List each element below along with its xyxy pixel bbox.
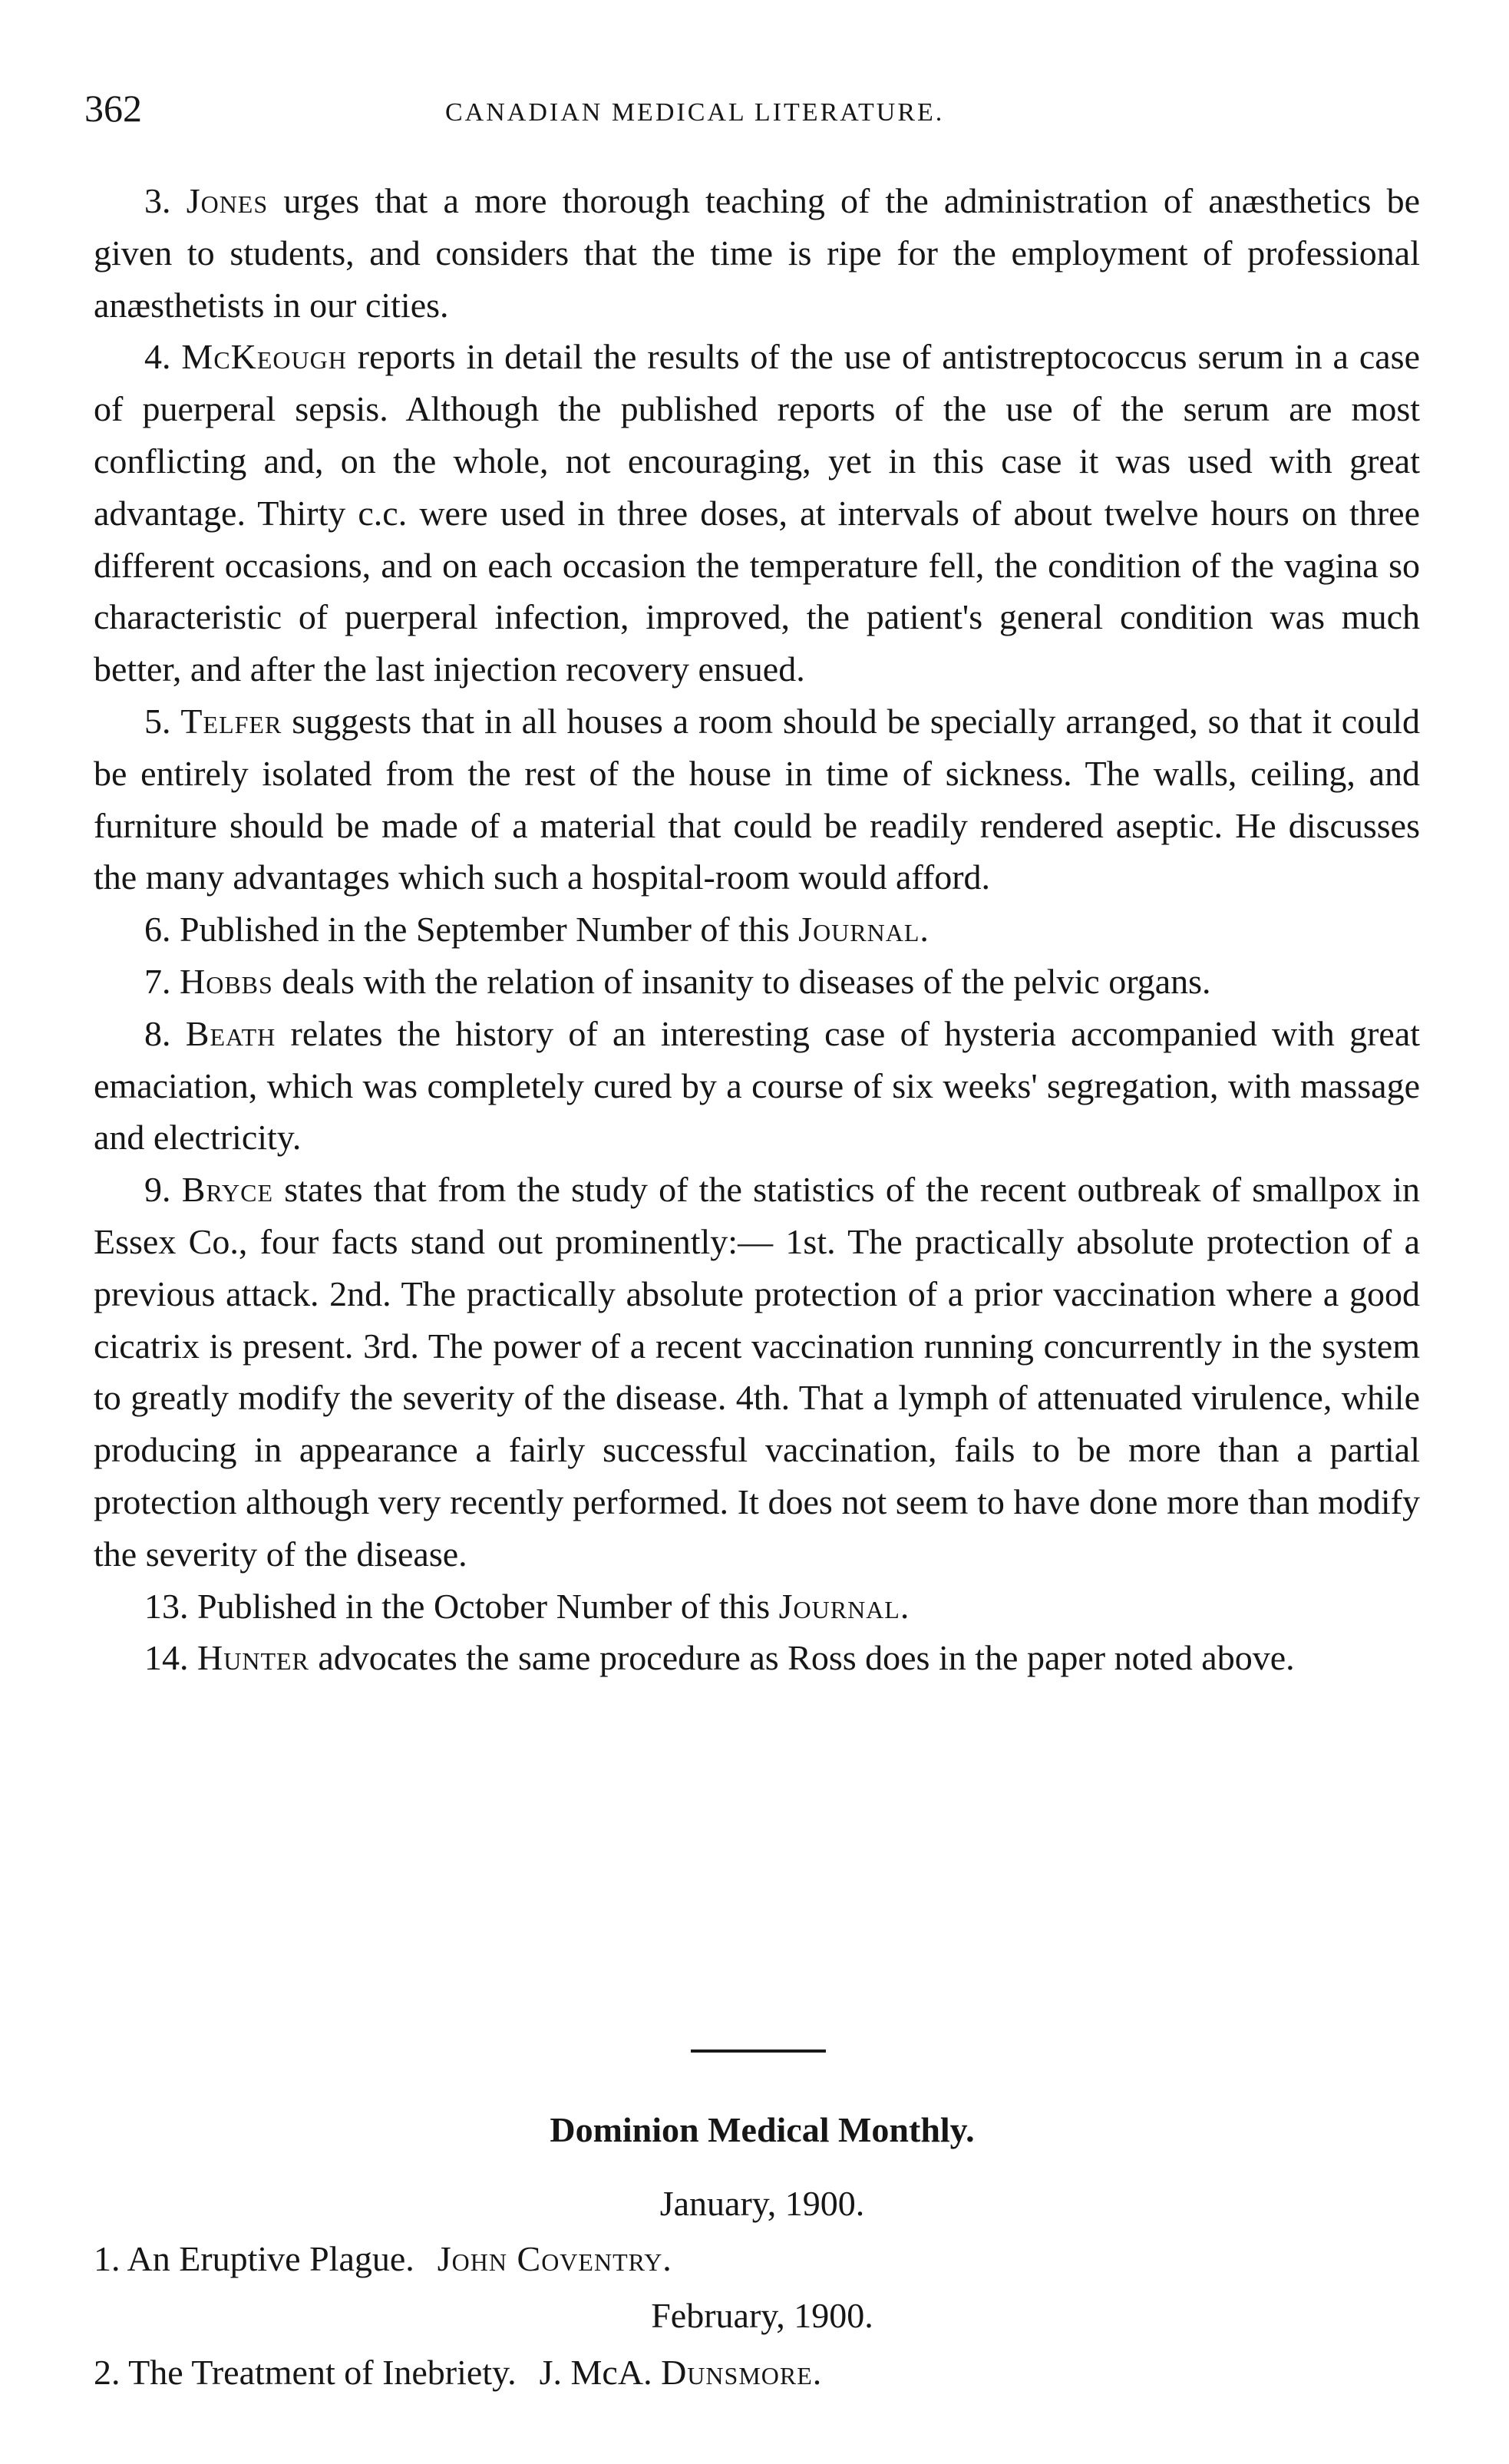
article-author: Dunsmore. xyxy=(661,2353,823,2392)
abstract-paragraph-3 xyxy=(94,175,1420,331)
section-title: Dominion Medical Monthly. xyxy=(550,2110,975,2149)
abstract-paragraph-4 xyxy=(94,331,1420,695)
issue-date-january: January, 1900. xyxy=(659,2184,865,2223)
page-header xyxy=(84,86,1420,147)
author-initials: J. McA. xyxy=(539,2353,652,2392)
abstract-text: reports in detail the results of the use of antistreptococcus serum in a case of puerperal sepsis. Although the published reports of the use of the serum are most conflicting and, on the whole, not encouraging, yet in this case it was used with great advantage. Thirty c.c. were used in three doses, at intervals of about twelve hours on three different occasions, and on each occasion the temperature fell, the condition of the vagina so characteristic of puerperal infection, improved, the patient's general condition was much better, and after the last injection recovery ensued. xyxy=(94,337,1421,689)
author-name: Telfer xyxy=(180,701,282,741)
item-number: 5. xyxy=(144,701,171,741)
author-name: Hunter xyxy=(197,1638,309,1678)
abstract-paragraph-6 xyxy=(94,903,1420,956)
item-number: 14. xyxy=(144,1638,189,1678)
section-divider xyxy=(691,2049,826,2053)
trailing-punctuation: . xyxy=(920,910,929,950)
abstract-paragraph-8 xyxy=(94,1008,1420,1164)
author-name: Bryce xyxy=(181,1170,274,1210)
abstract-text: Published in the September Number of this xyxy=(180,910,790,950)
entry-number: 1. xyxy=(94,2239,121,2278)
abstract-paragraph-13 xyxy=(94,1580,1420,1633)
journal-name: Journal xyxy=(798,910,920,950)
abstract-paragraph-7 xyxy=(94,956,1420,1008)
abstract-text: relates the history of an interesting case of hysteria accompanied with great emaciation, which was completely cured by a course of six weeks' segregation, with massage and electricity. xyxy=(94,1013,1421,1158)
issue-date-february: February, 1900. xyxy=(651,2296,873,2335)
author-name: McKeough xyxy=(181,337,347,377)
item-number: 13. xyxy=(144,1586,189,1626)
trailing-punctuation: . xyxy=(900,1586,910,1626)
article-entry-2 xyxy=(94,2352,822,2393)
abstract-text: deals with the relation of insanity to diseases of the pelvic organs. xyxy=(282,961,1211,1001)
article-title: The Treatment of Inebriety. xyxy=(128,2353,517,2392)
abstract-paragraph-14 xyxy=(94,1632,1420,1684)
item-number: 9. xyxy=(144,1170,171,1210)
abstract-paragraph-9 xyxy=(94,1164,1420,1580)
abstract-text: suggests that in all houses a room should be specially arranged, so that it could be entirely isolated from the rest of the house in time of sickness. The walls, ceiling, and furniture should be made of a material that could be readily rendered aseptic. He discusses the many advantages which such a hospital-room would afford. xyxy=(94,701,1421,897)
article-title: An Eruptive Plague. xyxy=(127,2239,414,2278)
abstract-paragraph-5 xyxy=(94,695,1420,903)
article-entry-1 xyxy=(94,2238,672,2279)
abstract-text: states that from the study of the statistics of the recent outbreak of smallpox in Essex Co., four facts stand out prominently:— 1st. The practically absolute protection of a previous attack. 2nd. The practically absolute protection of a prior vaccination where a good cicatrix is present. 3rd. The power of a recent vaccination running concurrently in the system to greatly modify the severity of the disease. 4th. That a lymph of attenuated virulence, while producing in appearance a fairly successful vaccination, fails to be more than a partial protection although very recently performed. It does not seem to have done more than modify the severity of the disease. xyxy=(94,1170,1420,1574)
article-author: John Coventry. xyxy=(437,2239,672,2278)
journal-name: Journal xyxy=(778,1586,900,1626)
author-name: Jones xyxy=(186,181,269,220)
abstracts-body xyxy=(94,175,1420,1684)
abstract-text: urges that a more thorough teaching of the administration of anæsthetics be given to students, and considers that the time is ripe for the employment of professional anæsthetists in our cities. xyxy=(94,181,1421,325)
running-title: CANADIAN MEDICAL LITERATURE. xyxy=(445,98,945,127)
item-number: 6. xyxy=(144,910,171,950)
entry-number: 2. xyxy=(94,2353,121,2392)
item-number: 4. xyxy=(144,337,171,377)
abstract-text: advocates the same procedure as Ross does in the paper noted above. xyxy=(318,1638,1295,1678)
author-name: Hobbs xyxy=(180,961,273,1001)
item-number: 7. xyxy=(144,961,171,1001)
abstract-text: Published in the October Number of this xyxy=(197,1586,771,1626)
item-number: 8. xyxy=(144,1013,171,1053)
author-name: Beath xyxy=(185,1013,276,1053)
page-number: 362 xyxy=(84,87,142,130)
item-number: 3. xyxy=(144,181,171,220)
